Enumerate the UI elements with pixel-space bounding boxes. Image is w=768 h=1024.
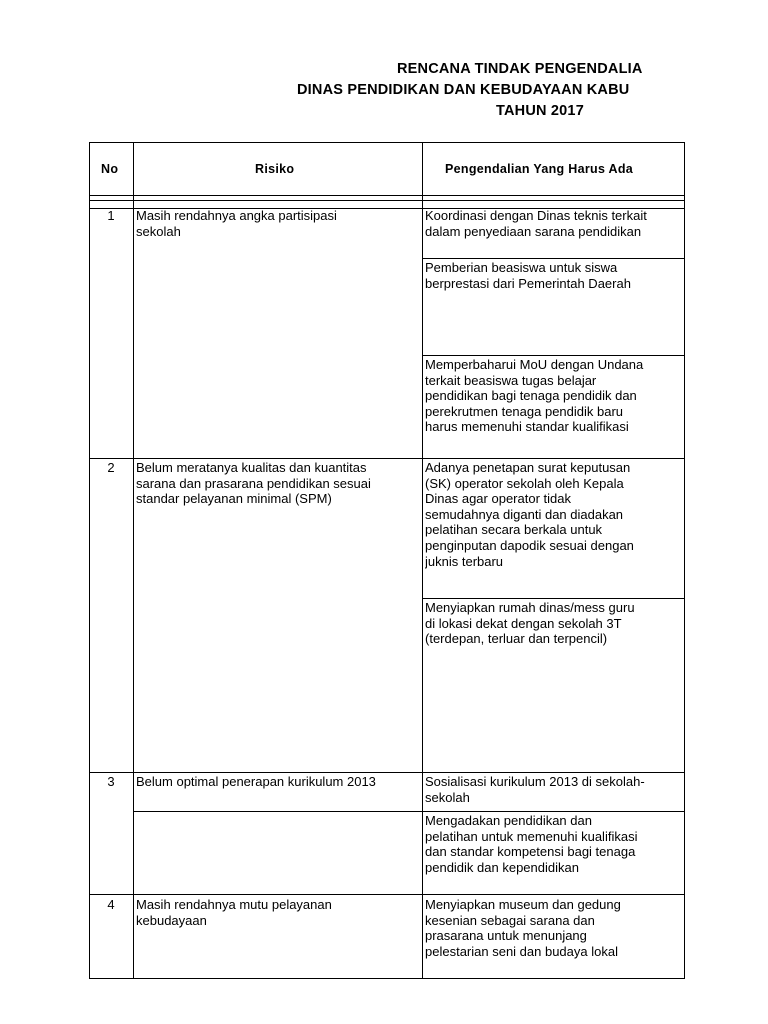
- row-2-control-2: Menyiapkan rumah dinas/mess guru di lokasi dekat dengan sekolah 3T (terdepan, terluar dan terpencil): [425, 600, 635, 647]
- control-separator-1b: [422, 355, 685, 356]
- table-border-bottom: [89, 978, 685, 979]
- row-1-number: 1: [107, 208, 115, 223]
- row-4-number: 4: [107, 897, 115, 912]
- table-divider-no: [133, 142, 134, 979]
- row-3-number: 3: [107, 774, 115, 789]
- row-1-risiko: Masih rendahnya angka partisipasi sekolah: [136, 208, 337, 239]
- document-title-line-3: TAHUN 2017: [496, 103, 584, 119]
- document-title-line-1: RENCANA TINDAK PENGENDALIA: [397, 61, 643, 77]
- table-border-left: [89, 142, 90, 979]
- row-3-control-2: Mengadakan pendidikan dan pelatihan untuk memenuhi kualifikasi dan standar kompetensi bagi tenaga pendidik dan kependidikan: [425, 813, 638, 875]
- row-4-control-1: Menyiapkan museum dan gedung kesenian sebagai sarana dan prasarana untuk menunjang pelestarian seni dan budaya lokal: [425, 897, 621, 959]
- control-separator-3a: [133, 811, 685, 812]
- row-separator-3-4: [89, 894, 685, 895]
- row-1-control-3: Memperbaharui MoU dengan Undana terkait beasiswa tugas belajar pendidikan bagi tenaga pendidik dan perekrutmen tenaga pendidik baru harus memenuhi standar kualifikasi: [425, 357, 644, 435]
- header-pengendalian: Pengendalian Yang Harus Ada: [445, 162, 634, 176]
- row-4-risiko: Masih rendahnya mutu pelayanan kebudayaan: [136, 897, 332, 928]
- row-2-control-1: Adanya penetapan surat keputusan (SK) operator sekolah oleh Kepala Dinas agar operator tidak semudahnya diganti dan diadakan pelatihan secara berkala untuk penginputan dapodik sesuai dengan juknis terbaru: [425, 460, 634, 569]
- row-separator-1-2: [89, 458, 685, 459]
- table-border-top: [89, 142, 685, 143]
- row-1-control-1: Koordinasi dengan Dinas teknis terkait dalam penyediaan sarana pendidikan: [425, 208, 647, 239]
- table-divider-risiko: [422, 142, 423, 979]
- row-2-number: 2: [107, 460, 115, 475]
- row-3-control-1: Sosialisasi kurikulum 2013 di sekolah- sekolah: [425, 774, 645, 805]
- row-3-risiko: Belum optimal penerapan kurikulum 2013: [136, 774, 376, 789]
- control-separator-2a: [422, 598, 685, 599]
- row-2-risiko: Belum meratanya kualitas dan kuantitas sarana dan prasarana pendidikan sesuai standar pelayanan minimal (SPM): [136, 460, 371, 507]
- header-no: No: [101, 162, 119, 176]
- document-title-line-2: DINAS PENDIDIKAN DAN KEBUDAYAAN KABU: [297, 82, 630, 98]
- row-1-control-2: Pemberian beasiswa untuk siswa berprestasi dari Pemerintah Daerah: [425, 260, 631, 291]
- spacer-line-1: [89, 200, 685, 201]
- header-bottom-line: [89, 195, 685, 196]
- control-separator-1a: [422, 258, 685, 259]
- header-risiko: Risiko: [255, 162, 295, 176]
- table-border-right: [684, 142, 685, 979]
- row-separator-2-3: [89, 772, 685, 773]
